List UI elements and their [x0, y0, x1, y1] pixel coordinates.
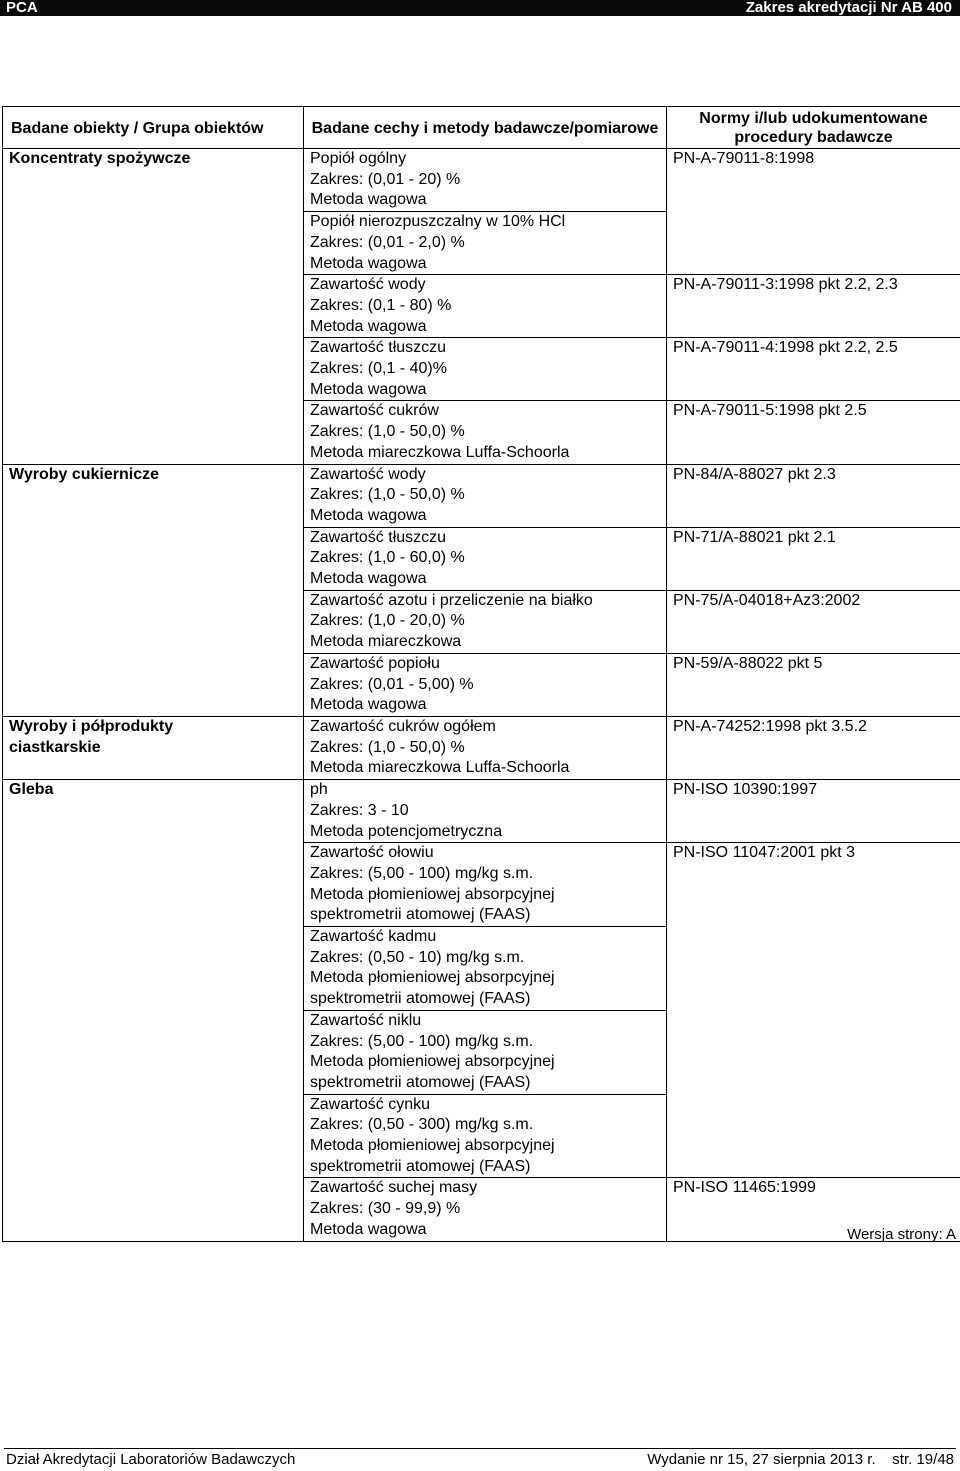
feature-line: Zawartość niklu [310, 1011, 660, 1032]
feature-line: Metoda wagowa [310, 190, 660, 211]
feature-line: spektrometrii atomowej (FAAS) [310, 1157, 660, 1178]
norm-text: PN-ISO 10390:1997 [673, 780, 954, 801]
feature-line: Zawartość wody [310, 465, 660, 486]
norm-text: PN-A-74252:1998 pkt 3.5.2 [673, 717, 954, 738]
feature-cell [304, 401, 667, 464]
norm-cell [667, 590, 960, 653]
feature-line: Zawartość suchej masy [310, 1178, 660, 1199]
feature-line: Zakres: (5,00 - 100) mg/kg s.m. [310, 1032, 660, 1053]
norm-text: PN-A-79011-5:1998 pkt 2.5 [673, 401, 954, 422]
object-name: Wyroby cukiernicze [9, 465, 297, 486]
feature-line: ph [310, 780, 660, 801]
feature-line: Metoda potencjometryczna [310, 822, 660, 843]
feature-cell [304, 780, 667, 843]
feature-line: Metoda miareczkowa Luffa-Schoorla [310, 758, 660, 779]
norm-text: PN-ISO 11047:2001 pkt 3 [673, 843, 954, 864]
column-header-norms: Normy i/lub udokumentowane procedury badawcze [667, 107, 960, 149]
feature-line: Zakres: (1,0 - 50,0) % [310, 422, 660, 443]
feature-line: Zawartość tłuszczu [310, 338, 660, 359]
feature-line: Zawartość popiołu [310, 654, 660, 675]
feature-line: Metoda płomieniowej absorpcyjnej [310, 1136, 660, 1157]
feature-line: Zakres: (0,1 - 80) % [310, 296, 660, 317]
feature-cell [304, 1010, 667, 1094]
object-name: ciastkarskie [9, 738, 297, 759]
feature-line: Metoda wagowa [310, 317, 660, 338]
feature-line: Zakres: (0,50 - 300) mg/kg s.m. [310, 1115, 660, 1136]
norm-cell [667, 716, 960, 779]
feature-cell [304, 716, 667, 779]
feature-cell [304, 338, 667, 401]
column-header-objects: Badane obiekty / Grupa obiektów [3, 107, 304, 149]
feature-line: spektrometrii atomowej (FAAS) [310, 905, 660, 926]
norm-cell [667, 149, 960, 275]
norm-text: PN-A-79011-4:1998 pkt 2.2, 2.5 [673, 338, 954, 359]
feature-cell [304, 212, 667, 275]
feature-cell [304, 590, 667, 653]
table-row [3, 149, 960, 212]
feature-line: Metoda miareczkowa Luffa-Schoorla [310, 443, 660, 464]
feature-line: Zawartość cynku [310, 1095, 660, 1116]
norm-cell [667, 338, 960, 401]
feature-line: Popiół ogólny [310, 149, 660, 170]
feature-line: Metoda płomieniowej absorpcyjnej [310, 1052, 660, 1073]
table-row [3, 780, 960, 843]
feature-line: Zakres: (0,1 - 40)% [310, 359, 660, 380]
object-group-cell [3, 716, 304, 779]
feature-cell [304, 1094, 667, 1178]
feature-line: Zawartość ołowiu [310, 843, 660, 864]
feature-line: Zakres: (0,01 - 5,00) % [310, 675, 660, 696]
feature-line: Metoda wagowa [310, 380, 660, 401]
header-org: PCA [6, 0, 38, 16]
header-title: Zakres akredytacji Nr AB 400 [746, 0, 952, 16]
object-group-cell [3, 149, 304, 465]
accreditation-table [2, 106, 960, 1242]
feature-line: Zakres: (1,0 - 50,0) % [310, 738, 660, 759]
object-group-cell [3, 464, 304, 716]
feature-cell [304, 843, 667, 927]
norm-text: PN-A-79011-8:1998 [673, 149, 954, 170]
norm-text: PN-A-79011-3:1998 pkt 2.2, 2.3 [673, 275, 954, 296]
page-footer [6, 1451, 954, 1471]
norm-cell [667, 653, 960, 716]
page-header-bar [0, 0, 960, 16]
feature-line: Zakres: (0,01 - 20) % [310, 170, 660, 191]
feature-cell [304, 927, 667, 1011]
object-name: Gleba [9, 780, 297, 801]
feature-line: Zakres: (30 - 99,9) % [310, 1199, 660, 1220]
object-group-cell [3, 780, 304, 1241]
feature-line: Zakres: (5,00 - 100) mg/kg s.m. [310, 864, 660, 885]
feature-line: Zawartość tłuszczu [310, 528, 660, 549]
feature-line: spektrometrii atomowej (FAAS) [310, 989, 660, 1010]
feature-line: Metoda wagowa [310, 506, 660, 527]
feature-line: Zakres: (1,0 - 60,0) % [310, 548, 660, 569]
feature-line: Zakres: (0,01 - 2,0) % [310, 233, 660, 254]
column-header-features: Badane cechy i metody badawcze/pomiarowe [304, 107, 667, 149]
feature-line: Zawartość wody [310, 275, 660, 296]
feature-line: Zakres: (1,0 - 20,0) % [310, 611, 660, 632]
feature-line: Zawartość cukrów [310, 401, 660, 422]
feature-cell [304, 653, 667, 716]
feature-line: Metoda płomieniowej absorpcyjnej [310, 968, 660, 989]
feature-line: Metoda płomieniowej absorpcyjnej [310, 885, 660, 906]
object-name: Koncentraty spożywcze [9, 149, 297, 170]
feature-line: Metoda wagowa [310, 569, 660, 590]
feature-line: Zawartość azotu i przeliczenie na białko [310, 591, 660, 612]
feature-cell [304, 464, 667, 527]
feature-line: spektrometrii atomowej (FAAS) [310, 1073, 660, 1094]
feature-cell [304, 149, 667, 212]
norm-cell [667, 275, 960, 338]
feature-line: Zawartość cukrów ogółem [310, 717, 660, 738]
norm-cell [667, 780, 960, 843]
feature-cell [304, 527, 667, 590]
table-row [3, 716, 960, 779]
feature-line: Metoda wagowa [310, 254, 660, 275]
feature-line: Zakres: (1,0 - 50,0) % [310, 485, 660, 506]
norm-cell [667, 464, 960, 527]
norm-text: PN-ISO 11465:1999 [673, 1178, 954, 1199]
feature-line: Zakres: (0,50 - 10) mg/kg s.m. [310, 948, 660, 969]
norm-cell [667, 527, 960, 590]
norm-text: PN-59/A-88022 pkt 5 [673, 654, 954, 675]
feature-line: Metoda wagowa [310, 1220, 660, 1241]
footer-divider [4, 1448, 956, 1449]
footer-edition: Wydanie nr 15, 27 sierpnia 2013 r. str. 19/48 [647, 1451, 954, 1468]
feature-line: Zakres: 3 - 10 [310, 801, 660, 822]
norm-text: PN-71/A-88021 pkt 2.1 [673, 528, 954, 549]
feature-line: Metoda miareczkowa [310, 632, 660, 653]
table-header-row [3, 107, 960, 149]
norm-cell [667, 401, 960, 464]
page-version: Wersja strony: A [847, 1226, 956, 1243]
norm-cell [667, 843, 960, 1178]
object-name: Wyroby i półprodukty [9, 717, 297, 738]
feature-cell [304, 275, 667, 338]
feature-line: Zawartość kadmu [310, 927, 660, 948]
footer-department: Dział Akredytacji Laboratoriów Badawczych [6, 1451, 295, 1468]
feature-line: Metoda wagowa [310, 695, 660, 716]
norm-text: PN-75/A-04018+Az3:2002 [673, 591, 954, 612]
feature-cell [304, 1178, 667, 1241]
norm-text: PN-84/A-88027 pkt 2.3 [673, 465, 954, 486]
feature-line: Popiół nierozpuszczalny w 10% HCl [310, 212, 660, 233]
table-row [3, 464, 960, 527]
